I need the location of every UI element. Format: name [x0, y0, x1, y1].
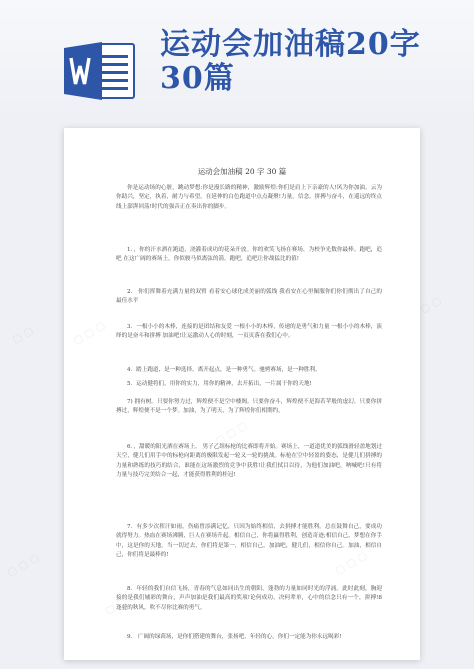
paragraph: 1．，你的汗水洒在跑道，浇灌着成功的花朵开放。你的欢笑飞扬在赛场，为校争光数你最棒。跑吧，追吧 在这广阔的赛场上，你似骏马似离弦的箭。跑吧，追吧让你战猛比的值!: [116, 247, 382, 263]
banner-title: 运动会加油稿20字30篇: [160, 27, 421, 96]
word-doc-icon: [64, 40, 136, 102]
paragraph: 8．年轻的我们自信飞扬，青春的气息如同出生的朝阳，蓬勃的力量如同时光的浮涌。此时此刻，胸迎接的是我们辅彩的舞台，声声加油是我们最高的奖项!论何成功，决何辈单，心中的信念只有一个，拼搏!8 逢甍的秋风，吹不尽你比赛的勇气。: [116, 586, 382, 611]
watermark-mark: ▢ ▢ ▢: [103, 590, 140, 617]
paragraph: 9． 广阔的绿茵场，是你们搭建的舞台，张扬吧，年轻的心，你们一定能为你永远喝彩!: [127, 634, 342, 640]
watermark-mark: ▢ ▢ ▢: [213, 420, 250, 447]
paragraph: 你是运动场的心脏，跳动梦想:你是漫长路的精神，激励辉煌:你们是肩上下亲豪的人!风为你加油，云为你助兴，坚定，执着，耐力与希望，在延伸的白色跑道中点点凝聚!力量，信念，拼搏与奋斗，在遥远的终点线上澎湃回荡!时代的强音正在奏出你的脚步。: [116, 185, 382, 210]
paragraph: 3．一根小小的木棒，连接的是团结和友爱 一根小小的木棒，传递的是勇气和力量 一根小小的木棒，演绎的是奋斗和拼搏 加油吧!让运激动人心的时刻，一页页落在我们心中。: [116, 324, 382, 340]
paragraph: 6．，甜暖的阳光洒在赛场上。 男子乙组标枪的比赛即将开始。赛场上，一道道优美的弧线滑轻盈地划过天空，健儿们用手中的标枪向距离的极限发起一轮又一轮的挑战。标枪在空中轻盈的姿态，是健儿们拼搏的力量和熟练的技巧的结合，谁能在这场激烈的竞争中获胜!让我们拭目以待，为他们加油吧，呐喊吧!只有将力量与技巧完美结合一起，才能获得胜利的桂冠!: [116, 444, 382, 478]
paragraph: 5．运动健将们，用你的实力，用你的精神，去开拓出，一片属于你的天地!: [127, 381, 312, 387]
paragraph: 7) 拥有树。只要你努力过，辉煌便不是空中楼阁。只要你奋斗，辉煌便不是海若苹般的虚幻。只要你拼搏过，辉煌便不是一个梦。加油，为了明天，为了辉煌你们相期约。: [116, 399, 382, 415]
header-banner: [0, 0, 474, 120]
document-title: 运动会加油稿 20 字 30 篇: [197, 167, 287, 176]
document-page: [64, 128, 420, 660]
watermark-mark: ▢ ▢ ▢: [5, 552, 42, 579]
watermark-mark: ▢ ▢: [418, 295, 444, 316]
paragraph: 7．有多少次挥汗如雨，伤痛曾添满记忆，只因为始终相信，去拼搏才能胜利。总在鼓舞自己，要成功就得努力。热血在赛场沸腾，巨人在赛场升起。相信自己，你将赢得胜利，创造奇迹;相信自己，梦想在你手中，这是你的天地。当一切过去，你们将是第一，相信自己，加油吧，健儿们，相信你自己。加油，相信自己，你们将是最棒的!: [116, 524, 382, 558]
watermark-mark: ▢ ▢: [10, 325, 36, 346]
watermark-mark: ▢ ▢ ▢: [333, 550, 370, 577]
paragraph: 2． 你们挥舞着充满力量的双臂 看着安心球化成美丽的弧线 我看安在心里佩服你们你们彻出了自己的最佳水平: [116, 289, 382, 305]
watermark-mark: ▢ ▢ ▢: [71, 320, 108, 347]
paragraph: 4．踏上跑道，是一种选择。离开起点，是一种勇气。驰骋赛场，是一种胜利。: [127, 367, 321, 373]
